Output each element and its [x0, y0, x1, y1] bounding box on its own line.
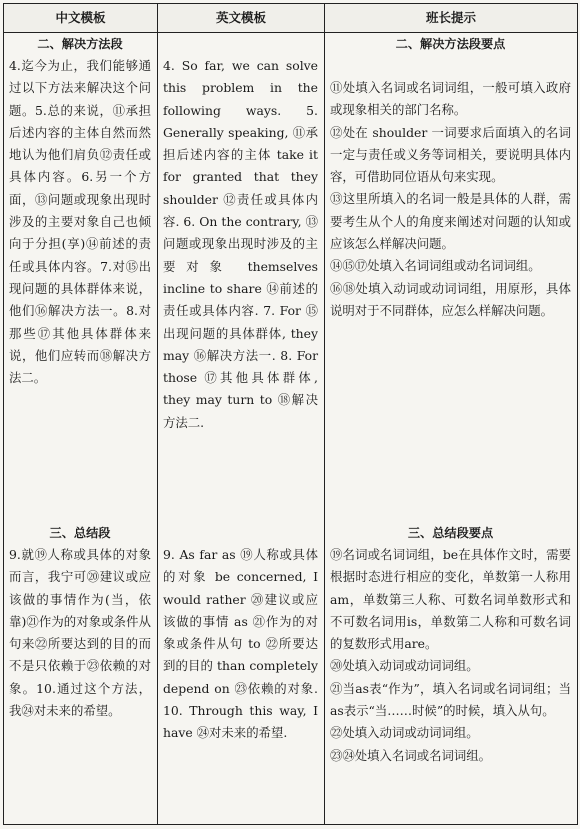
tip-item: ㉑当as表“作为”，填入名词或名词词组；当as表示“当……时候”的时候，填入从句。: [330, 680, 571, 719]
tip-item: ⑪处填入名词或名词词组，一般可填入政府或现象相关的部门名称。: [330, 80, 571, 118]
tip-item: ⑬这里所填入的名词一般是具体的人群，需要考生从个人的角度来阐述对问题的认知或应该怎么样解决问题。: [330, 191, 571, 252]
header-monitor-tips: 班长提示: [325, 4, 578, 33]
solution-en-title-spacer: [163, 33, 318, 55]
summary-cn-title: 三、总结段: [49, 526, 111, 540]
template-table: [3, 3, 578, 825]
tip-item: ⑲名词或名词词组，be在具体作文时，需要根据时态进行相应的变化，单数第一人称用am，单数第三人称、可数名词单数形式和不可数名词用is，单数第二人称和可数名词的复数形式用are。: [330, 547, 571, 652]
summary-cn-cell: [4, 522, 158, 825]
tip-item: ⑭⑮⑰处填入名词词组或动名词词组。: [330, 258, 541, 274]
tip-item: ㉓㉔处填入名词或名词词组。: [330, 747, 492, 763]
header-english-template: 英文模板: [158, 4, 325, 33]
summary-en-text: 9. As far as ⑲人称或具体的对象 be concerned, I would rather ⑳建议或应该做的事情 as ㉑作为的对象或条件从句 to ㉒所要达到的目的 than completely depend on ㉓依赖的对象. 10. Through this way, I have ㉔对未来的希望.: [163, 547, 318, 741]
solution-tips-title: 二、解决方法段要点: [395, 37, 506, 51]
summary-tips-title: 三、总结段要点: [407, 526, 494, 540]
summary-en-title-spacer: [163, 522, 318, 544]
summary-cn-text: 9.就⑲人称或具体的对象而言，我宁可⑳建议或应该做的事情作为(当，依靠)㉑作为的对象或条件从句来㉒所要达到的目的而不是只依赖于㉓依赖的对象。10.通过这个方法，我㉔对未来的希望。: [9, 547, 151, 719]
summary-en-cell: [158, 522, 325, 825]
tip-item: ⑫处在 shoulder 一词要求后面填入的名词一定与责任或义务等词相关，要说明具体内容，可借助同位语从句来实现。: [330, 124, 571, 185]
tips-spacer: [330, 55, 571, 77]
header-chinese-template: 中文模板: [4, 4, 158, 33]
solution-section-row: [4, 33, 578, 523]
tip-item: ㉒处填入动词或动词词组。: [330, 725, 479, 741]
solution-cn-title: 二、解决方法段: [37, 37, 123, 51]
summary-section-row: [4, 522, 578, 825]
tip-item: ⑳处填入动词或动词词组。: [330, 658, 479, 674]
solution-en-cell: [158, 33, 325, 523]
tip-item: ⑯⑱处填入动词或动词词组，用原形，具体说明对于不同群体，应怎么样解决问题。: [330, 280, 571, 318]
header-row: [4, 4, 578, 33]
solution-tips-cell: [325, 33, 578, 523]
solution-en-text: 4. So far, we can solve this problem in the following ways. 5. Generally speaking, ⑪承担后述内容的主体 take it for granted that they shoulder ⑫责任或具体内容. 6. On the contrary, ⑬问题或现象出现时涉及的主要对象 themselves incline to share ⑭前述的责任或具体内容. 7. For ⑮出现问题的具体群体, they may ⑯解决方法一. 8. For those ⑰其他具体群体, they may turn to ⑱解决方法二.: [163, 58, 318, 430]
solution-cn-cell: [4, 33, 158, 523]
summary-tips-cell: [325, 522, 578, 825]
solution-cn-text: 4.迄今为止，我们能够通过以下方法来解决这个问题。5.总的来说，⑪承担后述内容的主体自然而然地认为他们肩负⑫责任或具体内容。6.另一个方面，⑬问题或现象出现时涉及的主要对象自己也倾向于分担(享)⑭前述的责任或具体内容。7.对⑮出现问题的具体群体来说，他们⑯解决方法一。8.对那些⑰其他具体群体来说，他们应转而⑱解决方法二。: [9, 58, 151, 386]
